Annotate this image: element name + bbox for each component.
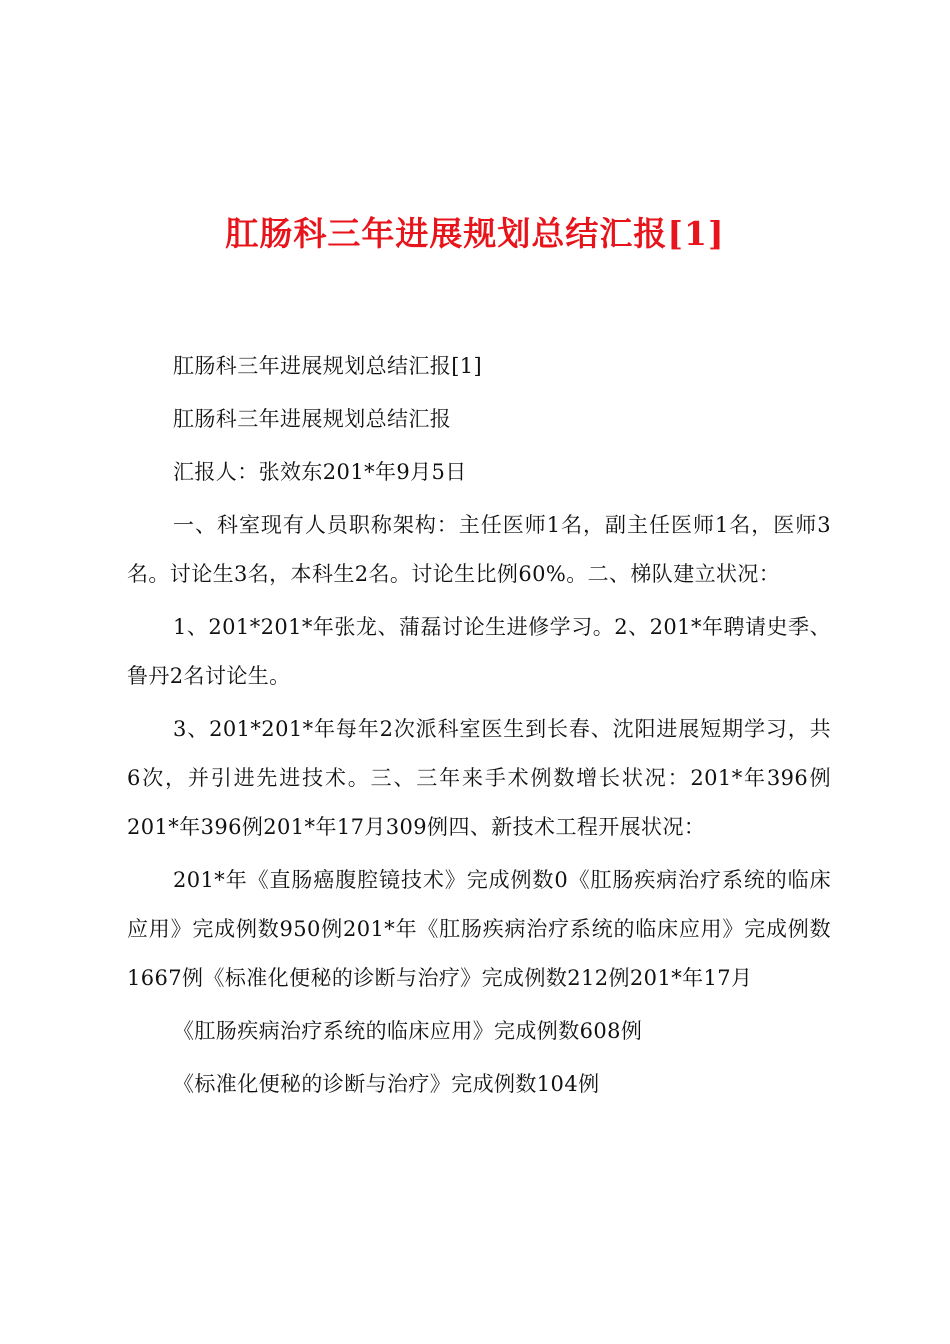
document-title: 肛肠科三年进展规划总结汇报[1]: [225, 214, 725, 253]
paragraph-reporter: 汇报人：张效东201*年9月5日: [173, 460, 467, 484]
paragraph-graduate-study: 1、201*201*年张龙、蒲磊讨论生进修学习。2、201*年聘请史季、鲁丹2名讨论生。: [127, 615, 831, 688]
paragraph-constipation-cases: 《标准化便秘的诊断与治疗》完成例数104例: [173, 1072, 600, 1096]
document-body: [127, 342, 831, 1113]
paragraph-system-cases: 《肛肠疾病治疗系统的临床应用》完成例数608例: [173, 1019, 643, 1043]
paragraph-training-surgery: 3、201*201*年每年2次派科室医生到长春、沈阳进展短期学习，共6次，并引进先进技术。三、三年来手术例数增长状况：201*年396例201*年396例201*年17月309例四、新技术工程开展状况：: [127, 717, 831, 839]
paragraph-new-technology: 201*年《直肠癌腹腔镜技术》完成例数0《肛肠疾病治疗系统的临床应用》完成例数950例201*年《肛肠疾病治疗系统的临床应用》完成例数1667例《标准化便秘的诊断与治疗》完成例数212例201*年17月: [127, 868, 831, 990]
paragraph-subtitle: 肛肠科三年进展规划总结汇报[1]: [173, 354, 483, 378]
paragraph-report-name: 肛肠科三年进展规划总结汇报: [173, 407, 452, 431]
paragraph-staff-structure: 一、科室现有人员职称架构：主任医师1名，副主任医师1名，医师3名。讨论生3名，本科生2名。讨论生比例60%。二、梯队建立状况：: [127, 513, 831, 586]
